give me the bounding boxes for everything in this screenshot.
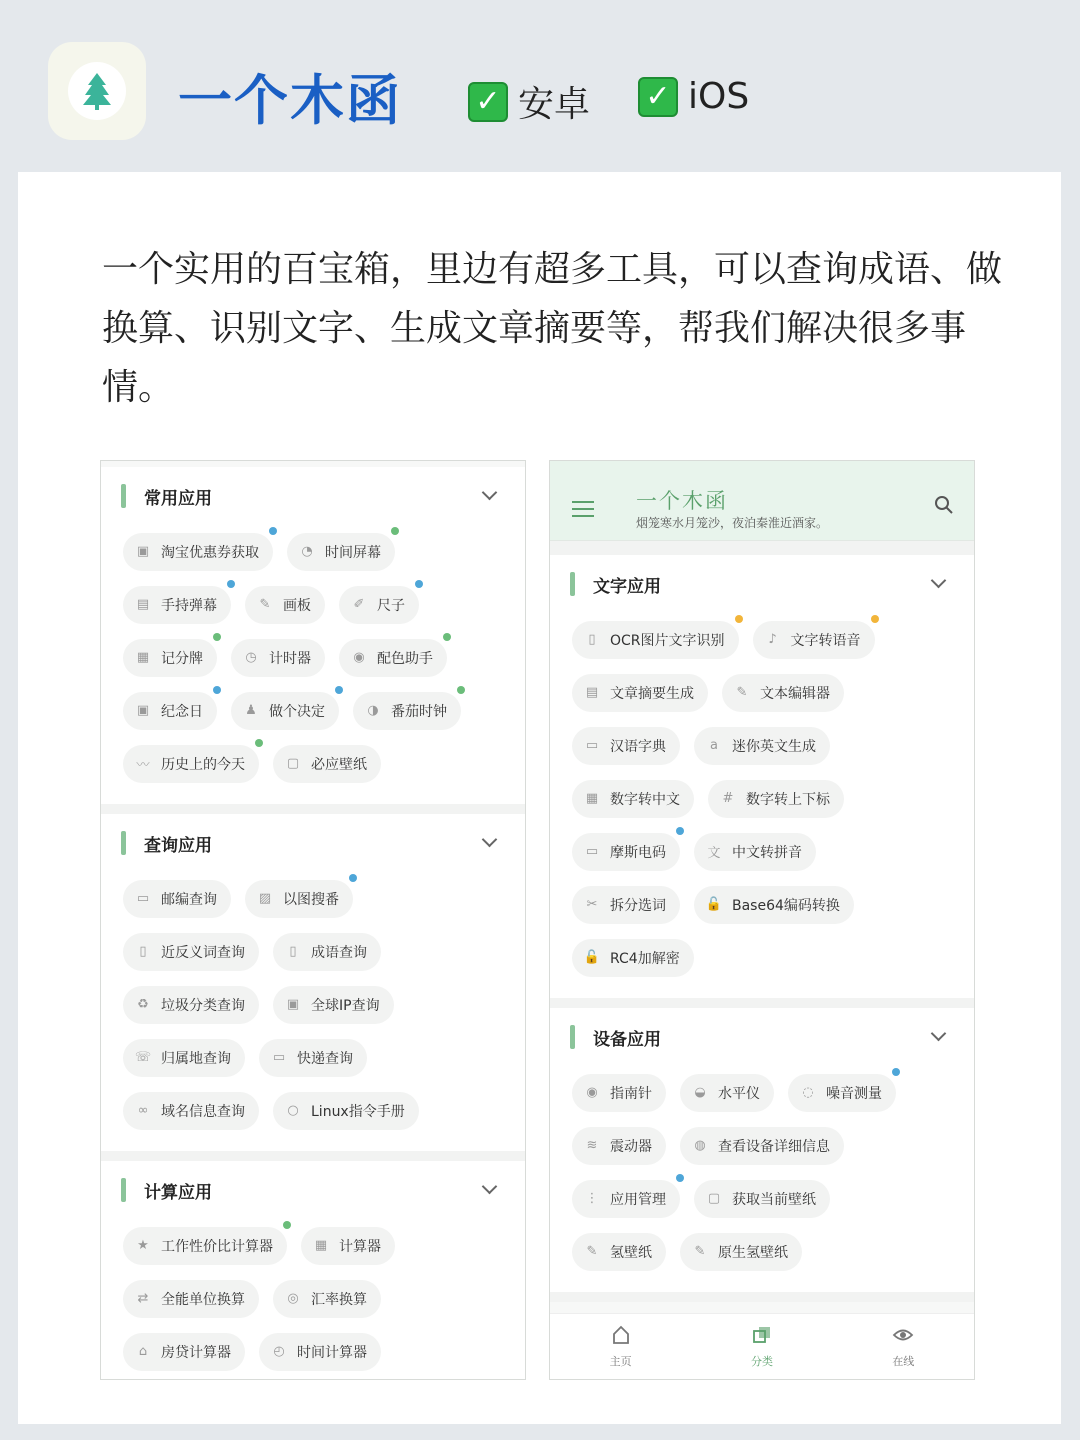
nav-item[interactable] (732, 1324, 792, 1369)
new-badge-dot (391, 527, 399, 535)
tool-chip-label: 成语查询 (311, 944, 367, 961)
tool-chip[interactable] (231, 692, 339, 730)
compass-icon: ◉ (586, 1085, 598, 1100)
time-calc-icon: ◴ (273, 1344, 285, 1359)
tool-chip[interactable] (123, 1227, 287, 1265)
tool-chip-label: 文字转语音 (790, 632, 861, 649)
tool-chip[interactable] (680, 1074, 774, 1112)
tool-chip-label: 淘宝优惠券获取 (161, 544, 259, 561)
convert-icon: ⇄ (137, 1291, 149, 1306)
tool-chip-label: OCR图片文字识别 (610, 632, 725, 649)
dictionary-icon: ▭ (585, 738, 599, 753)
tool-chip-label: 数字转上下标 (746, 791, 830, 808)
tool-chip-label: 手持弹幕 (161, 597, 217, 614)
book-icon: ▯ (139, 944, 147, 959)
section-title: 设备应用 (593, 1029, 661, 1050)
tool-chip-label: 应用管理 (610, 1191, 666, 1208)
section-divider (101, 1151, 525, 1161)
tool-chip-label: 获取当前壁纸 (732, 1191, 816, 1208)
tool-chip[interactable] (572, 886, 680, 924)
tool-chip-label: 快递查询 (297, 1050, 353, 1067)
new-badge-dot (676, 1174, 684, 1182)
search-icon[interactable] (934, 495, 954, 515)
chevron-down-icon[interactable] (931, 1026, 947, 1042)
image-search-icon: ▨ (258, 891, 272, 906)
exchange-icon: ◎ (287, 1291, 299, 1306)
tool-chip-label: 汇率换算 (311, 1291, 367, 1308)
new-badge-dot (443, 633, 451, 641)
menu-icon[interactable] (572, 501, 594, 522)
eye-icon (892, 1324, 914, 1353)
vibrate-icon: ≋ (586, 1138, 598, 1153)
new-badge-dot (269, 527, 277, 535)
tool-chip-label: 近反义词查询 (161, 944, 245, 961)
truck-icon: ▭ (272, 1050, 286, 1065)
scoreboard-icon: ▦ (136, 650, 150, 665)
tool-chip[interactable] (123, 586, 231, 624)
new-badge-dot (283, 1221, 291, 1229)
section-title: 常用应用 (144, 488, 212, 509)
tool-chip-label: 数字转中文 (610, 791, 680, 808)
description-text: 一个实用的百宝箱，里边有超多工具，可以查询成语、做换算、识别文字、生成文章摘要等，帮我们解决很多事情。 (102, 249, 1003, 408)
phone-screenshot-right (549, 460, 975, 1380)
device-info-icon: ◍ (694, 1138, 706, 1153)
new-badge-dot (735, 615, 743, 623)
tool-chip-label: Base64编码转换 (732, 897, 840, 914)
recycle-icon: ♻ (137, 997, 149, 1012)
app-bar-subtitle: 烟笼寒水月笼沙，夜泊秦淮近酒家。 (636, 516, 829, 530)
section-title: 文字应用 (593, 576, 661, 597)
chevron-down-icon[interactable] (482, 485, 498, 501)
abc-icon: a (710, 738, 718, 753)
tool-chip-label: 噪音测量 (826, 1085, 882, 1102)
new-badge-dot (457, 686, 465, 694)
decide-icon: ♟ (245, 703, 257, 718)
section-header[interactable] (101, 467, 525, 525)
tool-chip-label: 记分牌 (161, 650, 203, 667)
new-badge-dot (892, 1068, 900, 1076)
section-divider (550, 998, 974, 1008)
tool-chip-label: 做个决定 (269, 703, 325, 720)
clock-icon: ◔ (301, 544, 313, 559)
tool-chip[interactable] (694, 1180, 830, 1218)
wallpaper-icon: ▢ (286, 756, 300, 771)
tool-chip-label: 计时器 (269, 650, 311, 667)
app-bar-title: 一个木函 (636, 489, 728, 513)
section-accent-bar (570, 1025, 575, 1049)
phone-icon: ☏ (134, 1050, 152, 1065)
tool-chip[interactable] (123, 745, 259, 783)
tool-chip-label: 工作性价比计算器 (161, 1238, 273, 1255)
tool-chip[interactable] (572, 727, 680, 765)
tool-chip-label: 震动器 (610, 1138, 652, 1155)
new-badge-dot (255, 739, 263, 747)
tool-chip[interactable] (572, 939, 694, 977)
tool-chip-label: RC4加解密 (610, 950, 680, 967)
tool-chip[interactable] (123, 1280, 259, 1318)
tool-chip[interactable] (123, 1333, 245, 1371)
noise-icon: ◌ (802, 1085, 814, 1100)
tool-chip-label: 必应壁纸 (311, 756, 367, 773)
check-icon: ✓ (638, 77, 678, 117)
star-icon: ★ (137, 1238, 149, 1253)
calculator-icon: ▦ (314, 1238, 328, 1253)
tool-chip-label: 历史上的今天 (161, 756, 245, 773)
section-header[interactable] (550, 555, 974, 613)
chevron-down-icon[interactable] (931, 573, 947, 589)
postcode-icon: ▭ (136, 891, 150, 906)
tool-chip[interactable] (694, 886, 854, 924)
header (0, 0, 1080, 172)
tool-chip-label: Linux指令手册 (311, 1103, 405, 1120)
tool-chip-label: 中文转拼音 (732, 844, 802, 861)
book-icon: ▯ (289, 944, 297, 959)
new-badge-dot (213, 686, 221, 694)
nav-item[interactable] (873, 1324, 933, 1369)
tool-chip[interactable] (273, 745, 381, 783)
tool-chip-label: 时间计算器 (297, 1344, 367, 1361)
tool-chip[interactable] (572, 621, 739, 659)
wallpaper-icon: ▢ (707, 1191, 721, 1206)
tool-chip-label: 时间屏幕 (325, 544, 381, 561)
tool-chip[interactable] (339, 586, 419, 624)
number-icon: ▦ (585, 791, 599, 806)
tool-chip-label: 垃圾分类查询 (161, 997, 245, 1014)
section-left-1 (101, 814, 525, 1151)
section-accent-bar (121, 1178, 126, 1202)
platform-label: iOS (688, 76, 750, 117)
tool-chip[interactable] (123, 1092, 259, 1130)
tool-chip-label: 邮编查询 (161, 891, 217, 908)
tool-chip-label: 指南针 (610, 1085, 652, 1102)
tool-chip[interactable] (273, 1092, 419, 1130)
tool-chip[interactable] (301, 1227, 395, 1265)
ruler-icon: ✐ (353, 597, 365, 612)
tool-chip-label: 水平仪 (718, 1085, 760, 1102)
new-badge-dot (415, 580, 423, 588)
tool-chip-label: 拆分选词 (610, 897, 666, 914)
chevron-down-icon[interactable] (482, 1179, 498, 1195)
tool-chip[interactable] (572, 1180, 680, 1218)
nav-item[interactable] (591, 1324, 651, 1369)
edit-icon: ✎ (736, 685, 748, 700)
section-right-1 (550, 1008, 974, 1292)
tool-chip[interactable] (123, 986, 259, 1024)
tool-chip[interactable] (245, 880, 353, 918)
nav-item-label: 主页 (609, 1355, 632, 1368)
ip-icon: ▣ (286, 997, 300, 1012)
tree-icon (80, 71, 114, 111)
spacer (550, 541, 974, 555)
level-icon: ◒ (694, 1085, 706, 1100)
tool-chip[interactable] (339, 639, 447, 677)
new-badge-dot (349, 874, 357, 882)
palette-icon: ◉ (353, 650, 365, 665)
section-accent-bar (121, 484, 126, 508)
pinyin-icon: 文 (707, 846, 721, 861)
tool-chip-label: 以图搜番 (283, 891, 339, 908)
tool-chip-label: 迷你英文生成 (732, 738, 816, 755)
new-badge-dot (213, 633, 221, 641)
tool-chip-label: 汉语字典 (610, 738, 666, 755)
summary-icon: ▤ (585, 685, 599, 700)
nav-item-label: 分类 (750, 1355, 773, 1368)
tool-chip-label: 配色助手 (377, 650, 433, 667)
tool-chip-label: 尺子 (377, 597, 405, 614)
tool-chip-label: 纪念日 (161, 703, 203, 720)
tool-chip-label: 氢壁纸 (610, 1244, 652, 1261)
tool-chip[interactable] (273, 1280, 381, 1318)
tool-chip-label: 摩斯电码 (610, 844, 666, 861)
tool-chip-label: 文章摘要生成 (610, 685, 694, 702)
nav-item-label: 在线 (892, 1355, 915, 1368)
tool-chip[interactable] (245, 586, 325, 624)
section-divider (550, 1292, 974, 1302)
platform-ios (638, 76, 749, 117)
tool-chip[interactable] (572, 1233, 666, 1271)
trend-icon: 〰 (136, 758, 150, 773)
tool-chip[interactable] (722, 674, 844, 712)
tool-chip-label: 原生氢壁纸 (718, 1244, 788, 1261)
timer-icon: ◷ (245, 650, 257, 665)
tool-chip[interactable] (231, 639, 325, 677)
tool-chip-label: 归属地查询 (161, 1050, 231, 1067)
brush-icon: ✎ (259, 597, 271, 612)
tool-chip[interactable] (572, 1127, 666, 1165)
section-accent-bar (570, 572, 575, 596)
tool-chip-label: 域名信息查询 (161, 1103, 245, 1120)
tool-chip-label: 番茄时钟 (391, 703, 447, 720)
tool-chip-label: 全能单位换算 (161, 1291, 245, 1308)
tomato-icon: ◑ (367, 703, 379, 718)
home-icon (610, 1324, 632, 1353)
apps-icon: ⋮ (585, 1191, 599, 1206)
bottom-nav (550, 1313, 974, 1379)
new-badge-dot (676, 827, 684, 835)
chevron-down-icon[interactable] (482, 832, 498, 848)
morse-icon: ▭ (585, 844, 599, 859)
tool-chip[interactable] (287, 533, 395, 571)
tool-chip[interactable] (708, 780, 844, 818)
tool-chip[interactable] (680, 1127, 844, 1165)
calendar-icon: ▣ (136, 703, 150, 718)
search-small-icon: ○ (287, 1103, 299, 1118)
tool-chip-label: 计算器 (339, 1238, 381, 1255)
danmaku-icon: ▤ (136, 597, 150, 612)
tool-chip-label: 全球IP查询 (311, 997, 380, 1014)
tool-chip[interactable] (572, 674, 708, 712)
section-accent-bar (121, 831, 126, 855)
tool-chip-label: 画板 (283, 597, 311, 614)
check-icon: ✓ (468, 82, 508, 122)
tool-chip[interactable] (123, 1039, 245, 1077)
tool-chip-label: 查看设备详细信息 (718, 1138, 830, 1155)
new-badge-dot (227, 580, 235, 588)
house-icon: ⌂ (138, 1344, 148, 1359)
category-icon (751, 1324, 773, 1353)
lock-icon: 🔓 (705, 897, 723, 912)
tool-chip[interactable] (788, 1074, 896, 1112)
tool-chip[interactable] (123, 533, 273, 571)
tool-chip[interactable] (273, 933, 381, 971)
tool-chip[interactable] (273, 986, 394, 1024)
tool-chip[interactable] (123, 639, 217, 677)
ocr-icon: ▯ (588, 632, 596, 647)
section-title: 查询应用 (144, 835, 212, 856)
new-badge-dot (335, 686, 343, 694)
tool-chip[interactable] (753, 621, 875, 659)
platform-android (468, 76, 590, 127)
phone-screenshot-left (100, 460, 526, 1380)
tool-chip[interactable] (353, 692, 461, 730)
section-divider (101, 804, 525, 814)
tool-chip[interactable] (123, 880, 231, 918)
app-logo (48, 42, 146, 140)
voice-icon: ♪ (768, 632, 777, 647)
tool-chip[interactable] (123, 933, 259, 971)
tool-chip[interactable] (259, 1039, 367, 1077)
app-bar (550, 461, 974, 541)
tool-chip-label: 房贷计算器 (161, 1344, 231, 1361)
content-card (18, 172, 1061, 1424)
tool-chip[interactable] (680, 1233, 802, 1271)
section-right-0 (550, 555, 974, 998)
section-header[interactable] (101, 814, 525, 872)
123-icon: # (722, 791, 734, 806)
lock-icon: 🔓 (583, 950, 601, 965)
section-left-0 (101, 467, 525, 804)
new-badge-dot (871, 615, 879, 623)
section-header[interactable] (550, 1008, 974, 1066)
bag-icon: ▣ (136, 544, 150, 559)
tool-chip[interactable] (259, 1333, 381, 1371)
tool-chip[interactable] (123, 692, 217, 730)
tool-chip-label: 文本编辑器 (760, 685, 830, 702)
section-title: 计算应用 (144, 1182, 212, 1203)
split-icon: ✂ (586, 897, 598, 912)
tool-chip[interactable] (572, 780, 694, 818)
tool-chip[interactable] (694, 833, 816, 871)
section-left-2 (101, 1161, 525, 1380)
paint-icon: ✎ (586, 1244, 598, 1259)
section-header[interactable] (101, 1161, 525, 1219)
app-title: 一个木函 (178, 69, 402, 132)
tool-chip[interactable] (572, 1074, 666, 1112)
tool-chip[interactable] (694, 727, 830, 765)
platform-label: 安卓 (518, 84, 591, 125)
link-icon: ∞ (137, 1103, 149, 1118)
paint-icon: ✎ (694, 1244, 706, 1259)
tool-chip[interactable] (572, 833, 680, 871)
